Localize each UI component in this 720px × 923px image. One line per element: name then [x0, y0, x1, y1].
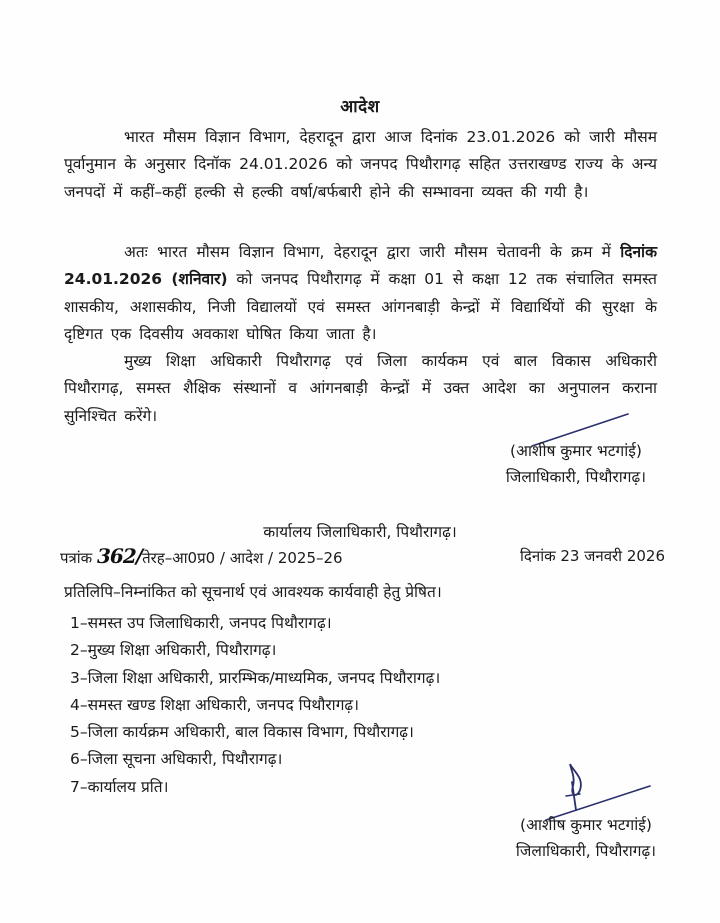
paragraph-text: अतः भारत मौसम विज्ञान विभाग, देहरादून द्वारा जारी मौसम चेतावनी के क्रम में	[124, 243, 611, 261]
list-item: 5–जिला कार्यक्रम अधिकारी, बाल विकास विभाग, पिथौरागढ़।	[70, 723, 414, 742]
signatory-block-2	[476, 812, 696, 864]
reference-suffix: तेरह–आ0प्र0 / आदेश / 2025–26	[142, 549, 343, 567]
paragraph-text: को जनपद पिथौरागढ़ में कक्षा 01 से कक्षा 12 तक संचालित समस्त शासकीय, अशासकीय, निजी विद्यालयों एवं समस्त आंगनबाड़ी केन्द्रों में विद्यार्थियों की सुरक्षा के दृष्टिगत एक दिवसीय अवकाश घोषित किया जाता है।	[64, 270, 658, 343]
signatory-name: (आशीष कुमार भटगांई)	[510, 442, 642, 460]
reference-prefix: पत्रांक	[60, 549, 93, 567]
list-item: 2–मुख्य शिक्षा अधिकारी, पिथौरागढ़।	[70, 641, 277, 660]
list-item: 1–समस्त उप जिलाधिकारी, जनपद पिथौरागढ़।	[70, 614, 332, 632]
paragraph-text: भारत मौसम विज्ञान विभाग, देहरादून द्वारा आज दिनांक 23.01.2026 को जारी मौसम पूर्वानुमान के अनुसार दिनॉक 24.01.2026 को जनपद पिथौरागढ़ सहित उत्तराखण्ड राज्य के अन्य जनपदों में कहीं–कहीं हल्की से हल्की वर्षा/बर्फबारी होने की सम्भावना व्यक्त की गयी है।	[64, 128, 657, 201]
handwritten-number: 362/	[97, 544, 143, 568]
document-title: आदेश	[340, 97, 380, 117]
paragraph-text: मुख्य शिक्षा अधिकारी पिथौरागढ़ एवं जिला कार्यकम एवं बाल विकास अधिकारी पिथौरागढ़, समस्त शैक्षिक संस्थानों व आंगनबाड़ी केन्द्रों में उक्त आदेश का अनुपालन कराना सुनिश्चित करेंगे।	[64, 352, 657, 425]
paragraph-weather-forecast	[64, 124, 657, 206]
list-item: 7–कार्यालय प्रति।	[70, 777, 169, 796]
list-item: 3–जिला शिक्षा अधिकारी, प्रारम्भिक/माध्यमिक, जनपद पिथौरागढ़।	[70, 668, 441, 687]
copy-to-list	[70, 610, 440, 801]
signatory-block-1	[466, 438, 686, 490]
copy-to-intro: प्रतिलिपि–निम्नांकित को सूचनार्थ एवं आवश्यक कार्यवाही हेतु प्रेषित।	[64, 583, 442, 601]
list-item: 4–समस्त खण्ड शिक्षा अधिकारी, जनपद पिथौरागढ़।	[70, 695, 360, 714]
signatory-name: (आशीष कुमार भटगांई)	[520, 816, 652, 834]
paragraph-holiday-order	[64, 239, 657, 348]
signatory-designation: जिलाधिकारी, पिथौरागढ़।	[515, 842, 657, 860]
reference-number	[60, 544, 343, 568]
signatory-designation: जिलाधिकारी, पिथौरागढ़।	[505, 468, 647, 486]
office-heading: कार्यालय जिलाधिकारी, पिथौरागढ़।	[263, 523, 457, 541]
reference-date: दिनांक 23 जनवरी 2026	[520, 547, 665, 565]
list-item: 6–जिला सूचना अधिकारी, पिथौरागढ़।	[70, 750, 283, 769]
holiday-date: दिनांक 24.01.2026 (शनिवार)	[64, 243, 657, 289]
